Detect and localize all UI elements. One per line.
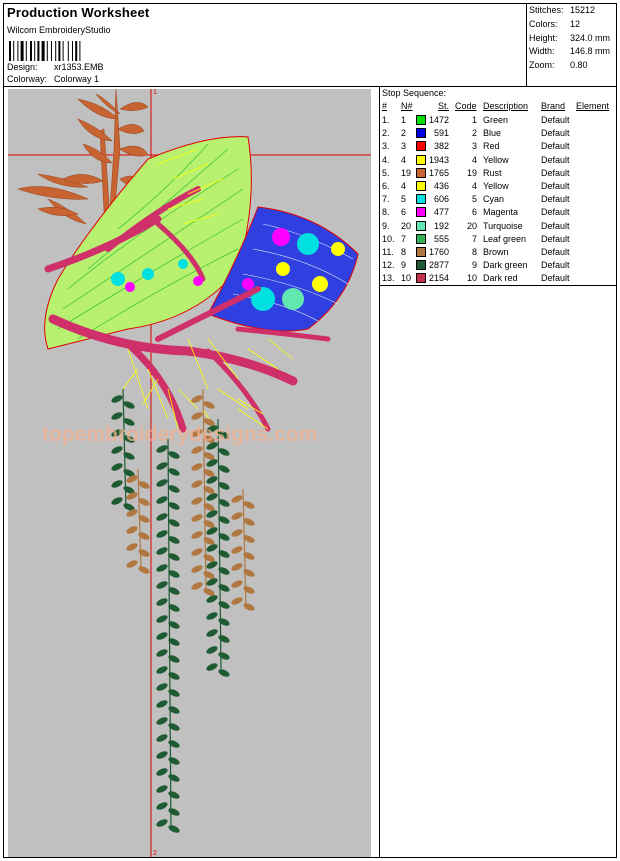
row-number: 13. [382, 273, 395, 284]
thread-code: 6 [471, 207, 477, 218]
row-number: 9. [382, 220, 390, 231]
needle-number: 4 [401, 154, 407, 165]
table-row [381, 128, 617, 141]
needle-number: 9 [401, 260, 407, 271]
stop-sequence-title: Stop Sequence: [382, 88, 447, 98]
table-row [381, 221, 617, 234]
thread-description: Brown [483, 247, 509, 257]
panel-divider [379, 86, 380, 858]
table-row [381, 181, 617, 194]
stat-height: Height: 324.0 mm [529, 33, 611, 43]
col-head-num: # [382, 101, 388, 111]
color-swatch [416, 168, 426, 178]
color-swatch [416, 273, 426, 283]
needle-number: 1 [401, 115, 407, 125]
col-head-stitches: St. [438, 101, 450, 111]
thread-brand: Default [541, 220, 570, 231]
stitch-count: 555 [433, 233, 449, 244]
worksheet-header [4, 4, 526, 86]
stat-colors: Colors: 12 [529, 19, 581, 29]
row-number: 4. [382, 154, 390, 165]
row-number: 6. [382, 181, 390, 191]
stitch-count: 2877 [428, 260, 449, 271]
thread-code: 8 [471, 247, 477, 257]
thread-description: Red [483, 141, 500, 152]
thread-code: 4 [471, 154, 477, 165]
stitch-count: 606 [433, 194, 449, 205]
stop-sequence-panel [381, 87, 617, 285]
thread-brand: Default [541, 141, 570, 152]
thread-code: 4 [471, 181, 477, 191]
row-number: 2. [382, 128, 390, 139]
thread-code: 10 [466, 273, 477, 284]
row-number: 3. [382, 141, 390, 152]
thread-brand: Default [541, 128, 570, 139]
stitch-count: 591 [433, 128, 449, 139]
design-row [7, 62, 104, 72]
thread-brand: Default [541, 154, 570, 165]
stitch-count: 1765 [428, 167, 449, 178]
thread-code: 5 [471, 194, 477, 205]
color-swatch [416, 128, 426, 138]
col-head-brand: Brand [541, 101, 566, 111]
stat-width: Width: 146.8 mm [529, 46, 611, 56]
thread-description: Yellow [483, 154, 509, 165]
table-row [381, 234, 617, 247]
thread-brand: Default [541, 247, 570, 257]
marker-bottom: 2 [153, 850, 157, 857]
table-row [381, 260, 617, 273]
color-swatch [416, 141, 426, 151]
software-name: Wilcom EmbroideryStudio [7, 25, 111, 35]
design-stats [526, 3, 617, 86]
table-row [381, 168, 617, 181]
page-title: Production Worksheet [7, 5, 150, 20]
color-swatch [416, 181, 426, 191]
barcode [9, 41, 105, 61]
thread-code: 7 [471, 233, 477, 244]
color-swatch [416, 234, 426, 244]
table-row [381, 115, 617, 128]
needle-number: 4 [401, 181, 407, 191]
col-head-n: N# [401, 101, 413, 111]
thread-code: 3 [471, 141, 477, 152]
thread-brand: Default [541, 115, 570, 125]
row-number: 10. [382, 233, 395, 244]
stitch-count: 192 [433, 220, 449, 231]
thread-description: Green [483, 115, 509, 125]
thread-brand: Default [541, 260, 570, 271]
thread-code: 20 [466, 220, 477, 231]
design-label: Design: [7, 62, 38, 72]
thread-brand: Default [541, 273, 570, 284]
thread-brand: Default [541, 194, 570, 205]
color-swatch [416, 115, 426, 125]
thread-description: Dark green [483, 260, 528, 271]
stat-stitches: Stitches: 15212 [529, 5, 596, 15]
row-number: 1. [382, 115, 390, 125]
color-swatch [416, 260, 426, 270]
thread-code: 9 [471, 260, 477, 271]
thread-code: 2 [471, 128, 477, 139]
thread-brand: Default [541, 181, 570, 191]
needle-number: 5 [401, 194, 407, 205]
stitch-count: 1472 [428, 115, 449, 125]
row-number: 5. [382, 167, 390, 178]
thread-description: Leaf green [483, 233, 527, 244]
row-number: 7. [382, 194, 390, 205]
table-row [381, 194, 617, 207]
design-preview [8, 89, 371, 857]
color-swatch [416, 194, 426, 204]
thread-brand: Default [541, 167, 570, 178]
stitch-count: 2154 [428, 273, 449, 284]
row-number: 12. [382, 260, 395, 271]
table-row [381, 141, 617, 154]
table-row [381, 155, 617, 168]
thread-description: Rust [483, 167, 502, 178]
thread-brand: Default [541, 207, 570, 218]
color-swatch [416, 247, 426, 257]
thread-brand: Default [541, 233, 570, 244]
needle-number: 3 [401, 141, 407, 152]
needle-number: 7 [401, 233, 407, 244]
thread-code: 1 [471, 115, 477, 125]
color-swatch [416, 221, 426, 231]
col-head-description: Description [483, 101, 529, 111]
needle-number: 10 [401, 273, 412, 284]
thread-description: Magenta [483, 207, 519, 218]
stitch-count: 382 [433, 141, 449, 152]
thread-description: Cyan [483, 194, 505, 205]
thread-description: Blue [483, 128, 502, 139]
colorway-name: Colorway 1 [54, 74, 100, 84]
marker-top: 1 [153, 89, 157, 96]
needle-number: 6 [401, 207, 407, 218]
row-number: 11. [382, 247, 394, 257]
stat-zoom: Zoom: 0.80 [529, 60, 588, 70]
needle-number: 19 [401, 167, 412, 178]
colorway-label: Colorway: [7, 74, 48, 84]
colorway-row [7, 74, 99, 84]
color-swatch [416, 207, 426, 217]
col-head-element: Element [576, 101, 610, 111]
table-row [381, 247, 617, 260]
watermark-text: topembroiderydesigns.com [42, 423, 318, 446]
col-head-code: Code [455, 101, 477, 111]
needle-number: 8 [401, 247, 407, 257]
stitch-count: 1943 [428, 154, 449, 165]
thread-description: Turquoise [483, 220, 523, 231]
table-row [381, 273, 617, 286]
stitch-count: 1760 [428, 247, 449, 257]
table-row [381, 207, 617, 220]
thread-description: Yellow [483, 181, 509, 191]
color-swatch [416, 155, 426, 165]
needle-number: 2 [401, 128, 407, 139]
stitch-count: 436 [433, 181, 449, 191]
thread-code: 19 [466, 167, 477, 178]
design-filename: xr1353.EMB [54, 62, 104, 72]
needle-number: 20 [401, 220, 412, 231]
thread-description: Dark red [483, 273, 518, 284]
stitch-count: 477 [433, 207, 449, 218]
row-number: 8. [382, 207, 390, 218]
